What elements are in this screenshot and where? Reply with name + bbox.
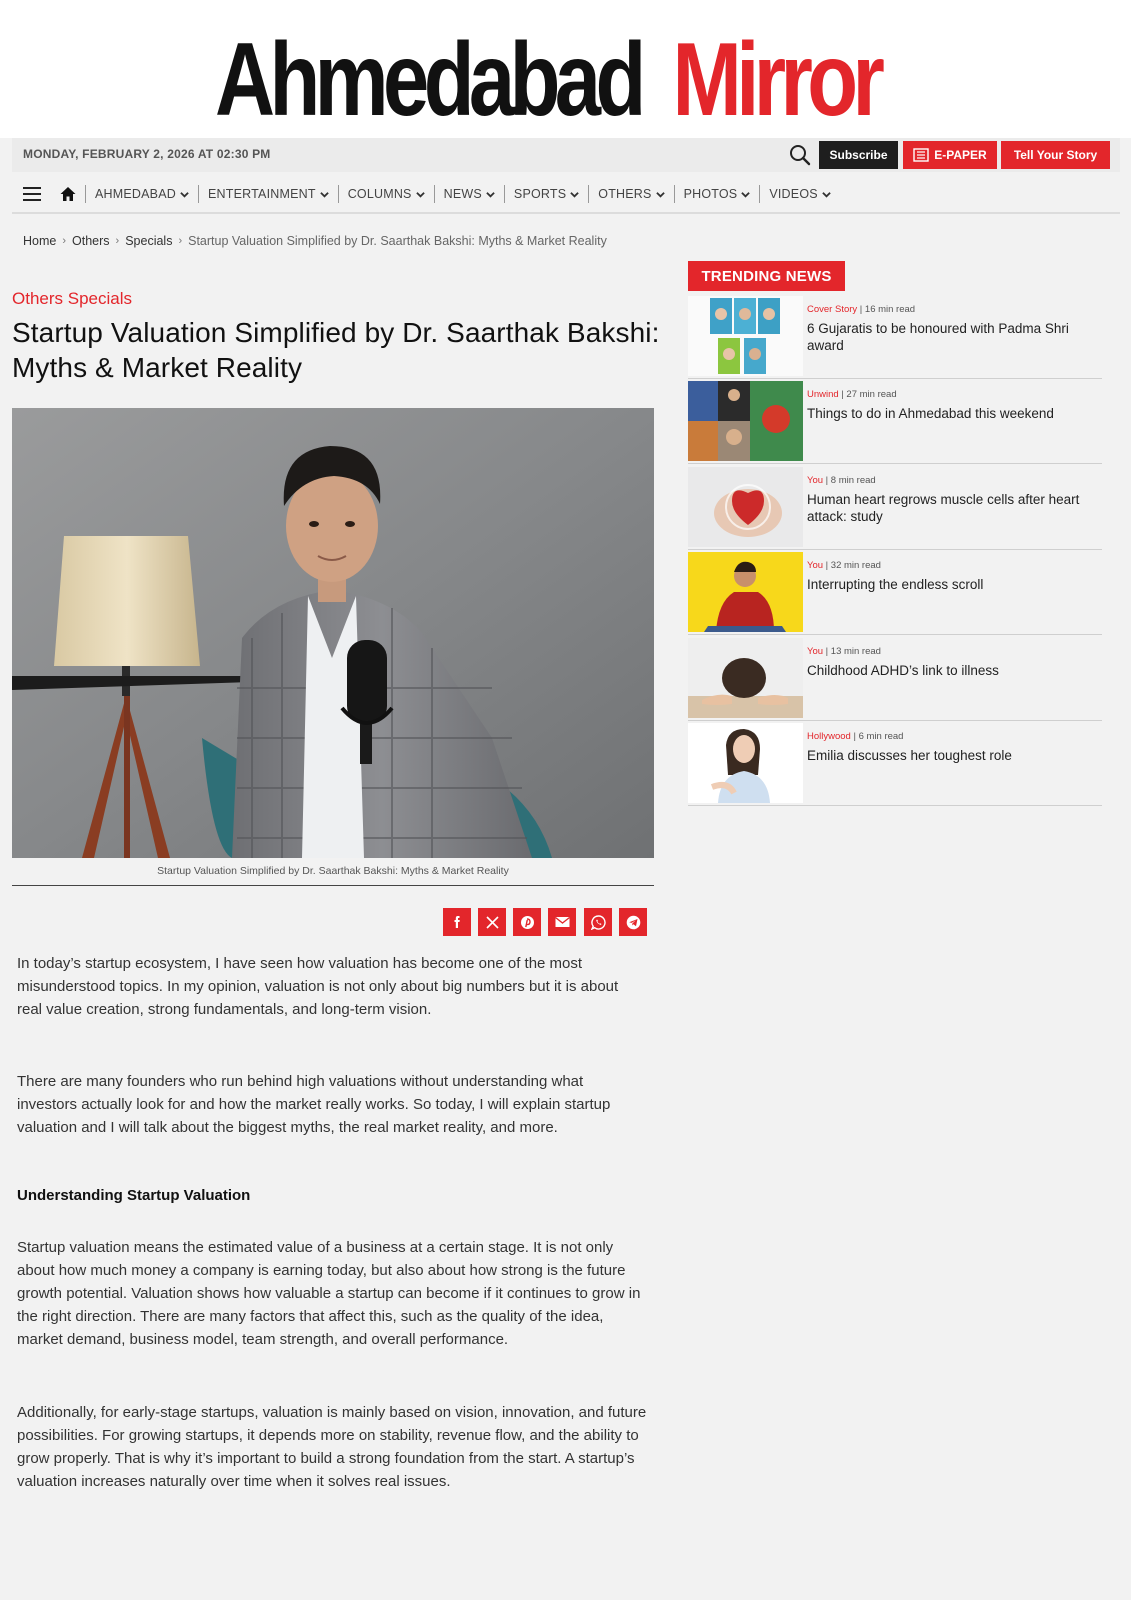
facebook-icon: [450, 915, 464, 929]
share-telegram-button[interactable]: [619, 908, 647, 936]
article-paragraph: There are many founders who run behind high valuations without understanding what investors actually look for and how the market really works. So today, I will explain startup valuation and I will talk about the biggest myths, the real market reality, and more.: [17, 1073, 611, 1136]
article-paragraph: Startup valuation means the estimated value of a business at a certain stage. It is not only about how much money a company is earning today, but also about how strong is the future growth potential. Valuation shows how valuable a startup can become if it continues to grow in the right direction. There are many factors that affect this, such as the quality of the idea, market demand, business model, team strength, and overall performance.: [17, 1239, 641, 1348]
trending-read-time: | 32 min read: [825, 560, 881, 571]
chevron-down-icon: [822, 190, 831, 199]
nav-item-columns[interactable]: COLUMNS: [338, 185, 434, 203]
breadcrumb-separator: ›: [62, 235, 67, 247]
share-facebook-button[interactable]: [443, 908, 471, 936]
chevron-down-icon: [486, 190, 495, 199]
trending-thumbnail[interactable]: [688, 296, 803, 376]
trending-thumbnail[interactable]: [688, 638, 803, 718]
trending-read-time: | 27 min read: [841, 389, 897, 400]
breadcrumb-home[interactable]: Home: [23, 234, 57, 248]
nav-item-ahmedabad[interactable]: AHMEDABAD: [85, 185, 198, 203]
trending-read-time: | 6 min read: [853, 731, 904, 742]
chevron-down-icon: [570, 190, 579, 199]
trending-title[interactable]: Childhood ADHD’s link to illness: [807, 663, 999, 678]
share-x-button[interactable]: [478, 908, 506, 936]
trending-meta: [807, 389, 897, 400]
trending-item[interactable]: [688, 296, 1102, 379]
x-icon: [486, 916, 499, 929]
trending-item[interactable]: [688, 381, 1102, 464]
masthead: [0, 0, 1131, 138]
trending-title[interactable]: 6 Gujaratis to be honoured with Padma Shri award: [807, 321, 1069, 353]
nav-item-sports[interactable]: SPORTS: [504, 185, 588, 203]
trending-category[interactable]: You: [807, 646, 824, 657]
trending-item[interactable]: [688, 723, 1102, 806]
site-logo[interactable]: [215, 22, 915, 138]
trending-title[interactable]: Things to do in Ahmedabad this weekend: [807, 406, 1054, 421]
hamburger-menu-icon[interactable]: [23, 187, 43, 201]
share-whatsapp-button[interactable]: [584, 908, 612, 936]
article-category[interactable]: Others Specials: [12, 289, 132, 308]
trending-meta: [807, 731, 903, 742]
trending-item[interactable]: [688, 638, 1102, 721]
current-date: MONDAY, FEBRUARY 2, 2026 AT 02:30 PM: [23, 147, 271, 161]
main-nav: [12, 176, 1120, 214]
article-paragraph: Additionally, for early-stage startups, valuation is mainly based on vision, innovation, and future possibilities. For growing startups, it depends more on stability, revenue flow, and the ability to grow properly. That is why it’s important to build a strong foundation from the start. A startup’s valuation increases naturally over time when it solves real issues.: [17, 1404, 647, 1490]
subscribe-button[interactable]: Subscribe: [819, 141, 898, 169]
trending-read-time: | 13 min read: [825, 646, 881, 657]
epaper-label: E-PAPER: [934, 148, 987, 162]
chevron-down-icon: [416, 190, 425, 199]
trending-news-heading: TRENDING NEWS: [688, 261, 845, 291]
trending-item[interactable]: [688, 467, 1102, 550]
email-icon: [555, 916, 570, 928]
nav-item-news[interactable]: NEWS: [434, 185, 504, 203]
trending-thumbnail[interactable]: [688, 381, 803, 461]
top-bar: [12, 138, 1120, 172]
article-hero-image: [12, 408, 654, 858]
breadcrumb-current: Startup Valuation Simplified by Dr. Saarthak Bakshi: Myths & Market Reality: [188, 234, 607, 248]
whatsapp-icon: [591, 915, 606, 930]
trending-category[interactable]: You: [807, 475, 824, 486]
trending-category[interactable]: Unwind: [807, 389, 839, 400]
epaper-button[interactable]: [903, 141, 997, 169]
image-caption: Startup Valuation Simplified by Dr. Saarthak Bakshi: Myths & Market Reality: [157, 865, 509, 877]
trending-thumbnail[interactable]: [688, 552, 803, 632]
breadcrumb-specials[interactable]: Specials: [125, 234, 173, 248]
pinterest-icon: [520, 915, 535, 930]
trending-item[interactable]: [688, 552, 1102, 635]
breadcrumb: [23, 234, 607, 248]
trending-category[interactable]: Cover Story: [807, 304, 858, 315]
trending-title[interactable]: Emilia discusses her toughest role: [807, 748, 1012, 763]
trending-thumbnail[interactable]: [688, 723, 803, 803]
nav-item-videos[interactable]: VIDEOS: [759, 185, 839, 203]
home-icon[interactable]: [59, 185, 77, 203]
trending-meta: [807, 475, 876, 486]
logo-part-ahmedabad: Ahmedabad: [215, 22, 641, 138]
trending-read-time: | 16 min read: [859, 304, 916, 315]
caption-divider: [12, 885, 654, 886]
chevron-down-icon: [180, 190, 189, 199]
breadcrumb-separator: ›: [178, 235, 183, 247]
nav-item-entertainment[interactable]: ENTERTAINMENT: [198, 185, 338, 203]
nav-item-others[interactable]: OTHERS: [588, 185, 673, 203]
chevron-down-icon: [656, 190, 665, 199]
trending-meta: [807, 560, 881, 571]
trending-meta: [807, 304, 915, 315]
share-email-button[interactable]: [548, 908, 576, 936]
search-icon[interactable]: [787, 142, 813, 168]
trending-read-time: | 8 min read: [825, 475, 876, 486]
breadcrumb-others[interactable]: Others: [72, 234, 110, 248]
tell-your-story-button[interactable]: Tell Your Story: [1001, 141, 1110, 169]
article-headline: Startup Valuation Simplified by Dr. Saarthak Bakshi: Myths & Market Reality: [12, 317, 660, 383]
trending-title[interactable]: Human heart regrows muscle cells after heart attack: study: [807, 492, 1080, 524]
share-pinterest-button[interactable]: [513, 908, 541, 936]
trending-title[interactable]: Interrupting the endless scroll: [807, 577, 984, 592]
chevron-down-icon: [741, 190, 750, 199]
trending-category[interactable]: You: [807, 560, 824, 571]
breadcrumb-separator: ›: [115, 235, 120, 247]
newspaper-icon: [913, 148, 929, 162]
article-subheading: Understanding Startup Valuation: [17, 1187, 251, 1204]
chevron-down-icon: [320, 190, 329, 199]
nav-item-photos[interactable]: PHOTOS: [674, 185, 760, 203]
logo-part-mirror: Mirror: [672, 22, 880, 138]
telegram-icon: [626, 915, 641, 930]
trending-thumbnail[interactable]: [688, 467, 803, 547]
trending-category[interactable]: Hollywood: [807, 731, 851, 742]
trending-meta: [807, 646, 881, 657]
article-paragraph: In today’s startup ecosystem, I have seen how valuation has become one of the most misunderstood topics. In my opinion, valuation is not only about big numbers but it is about real value creation, strong fundamentals, and long-term vision.: [17, 955, 619, 1018]
